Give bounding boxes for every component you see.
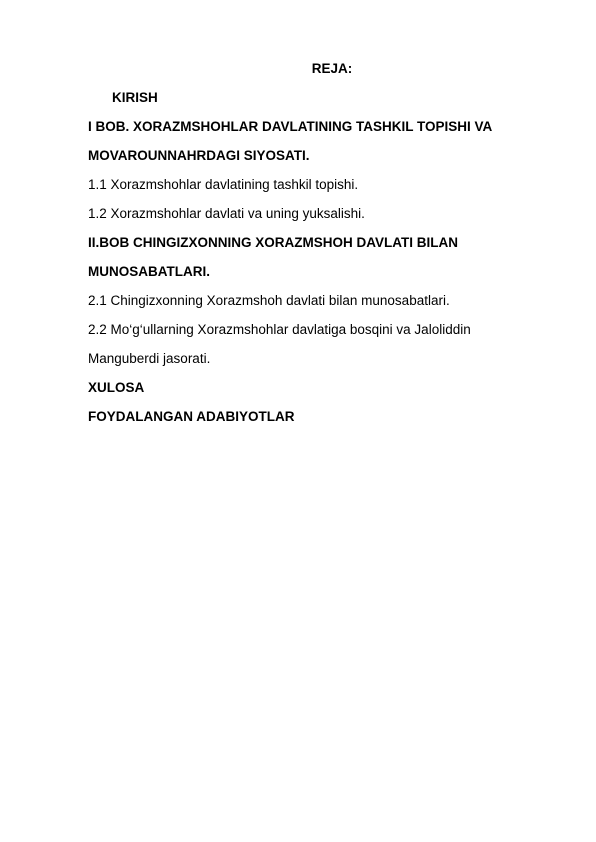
chapter-1-heading-line-2: MOVAROUNNAHRDAGI SIYOSATI. [88,148,310,163]
chapter-2-heading-line-2: MUNOSABATLARI. [88,264,210,279]
chapter-2-heading-line-1: II.BOB CHINGIZXONNING XORAZMSHOH DAVLATI BILAN [88,235,458,250]
plan-title: REJA: [311,61,353,76]
section-2-1: 2.1 Chingizxonning Xorazmshoh davlati bilan munosabatlari. [88,293,450,308]
conclusion-heading: XULOSA [88,380,145,395]
section-2-2-line-1: 2.2 Mo‘g‘ullarning Xorazmshohlar davlatiga bosqini va Jaloliddin [88,322,471,337]
references-heading: FOYDALANGAN ADABIYOTLAR [88,409,295,424]
section-1-1: 1.1 Xorazmshohlar davlatining tashkil topishi. [88,177,359,192]
chapter-1-heading-line-1: I BOB. XORAZMSHOHLAR DAVLATINING TASHKIL TOPISHI VA [88,119,493,134]
section-2-2-line-2: Manguberdi jasorati. [88,351,211,366]
section-1-2: 1.2 Xorazmshohlar davlati va uning yuksalishi. [88,206,365,221]
intro-heading: KIRISH [112,90,158,105]
